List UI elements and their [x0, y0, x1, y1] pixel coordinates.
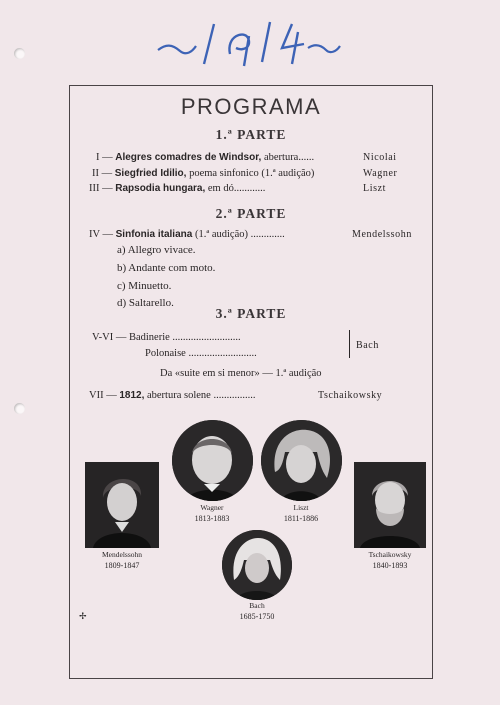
item-title: Polonaise — [145, 348, 186, 359]
part-1-heading: 1.ª PARTE — [215, 127, 287, 142]
item-number: I — [96, 152, 100, 163]
program-item-3: III — Rapsodia hungara, em dó............ — [89, 183, 266, 194]
bach-name: Bach — [249, 601, 265, 610]
wagner-name: Wagner — [200, 503, 224, 512]
item-number: IV — [89, 229, 100, 240]
item-3-composer: Liszt — [363, 183, 386, 194]
part-2-heading: 2.ª PARTE — [215, 206, 287, 221]
mendelssohn-portrait — [85, 462, 159, 548]
punch-hole-bottom — [14, 403, 25, 414]
item-detail: .......................... — [169, 332, 241, 343]
liszt-years: 1811-1886 — [283, 514, 319, 523]
liszt-name: Liszt — [293, 503, 309, 512]
item-number: II — [92, 168, 99, 179]
item-4-composer: Mendelssohn — [352, 229, 412, 240]
wagner-years: 1813-1883 — [194, 514, 230, 523]
movement-a: a) Allegro vivace. — [117, 244, 196, 256]
item-2-composer: Wagner — [363, 168, 398, 179]
punch-hole-top — [14, 48, 25, 59]
item-title: 1812, — [119, 390, 145, 401]
liszt-caption — [256, 502, 346, 524]
program-item-2: II — Siegfried Idilio, poema sinfonico (1.ª audição) — [92, 168, 315, 179]
item-7-composer: Tschaikowsky — [318, 390, 383, 401]
item-detail: abertura...... — [261, 152, 315, 163]
bach-caption — [212, 600, 302, 622]
program-title: PROGRAMA — [180, 94, 322, 119]
handwritten-year — [152, 14, 342, 70]
tschaikowsky-years: 1840-1893 — [372, 561, 408, 570]
item-title: Alegres comadres de Windsor, — [115, 152, 262, 163]
mendelssohn-years: 1809-1847 — [104, 561, 140, 570]
program-item-4: IV — Sinfonia italiana (1.ª audição) ............. — [89, 229, 285, 240]
program-item-6 — [145, 348, 257, 359]
item-detail: abertura solene ................ — [144, 390, 256, 401]
item-5-composer: Bach — [356, 340, 379, 351]
bach-years: 1685-1750 — [239, 612, 275, 621]
item-title: Rapsodia hungara, — [115, 183, 206, 194]
item-1-composer: Nicolai — [363, 152, 397, 163]
liszt-portrait — [261, 420, 342, 501]
item-title: Sinfonia italiana — [115, 229, 193, 240]
brace — [343, 330, 350, 358]
movement-d: d) Saltarello. — [117, 297, 174, 309]
bach-portrait — [222, 530, 292, 600]
tschaikowsky-portrait — [354, 462, 426, 548]
wagner-portrait — [172, 420, 253, 501]
suite-note: Da «suite em si menor» — 1.ª audição — [160, 368, 322, 379]
part-3-heading: 3.ª PARTE — [215, 306, 287, 321]
item-detail: em dó............ — [205, 183, 266, 194]
mendelssohn-name: Mendelssohn — [102, 550, 142, 559]
item-detail: (1.ª audição) ............. — [192, 229, 285, 240]
item-title: Badinerie — [128, 332, 170, 343]
mendelssohn-caption — [77, 549, 167, 571]
wagner-caption — [167, 502, 257, 524]
item-detail: poema sinfonico (1.ª audição) — [186, 168, 315, 179]
tschaikowsky-name: Tschaikowsky — [368, 550, 412, 559]
movement-b: b) Andante com moto. — [117, 262, 216, 274]
ink-mark: ✢ — [79, 612, 87, 622]
program-item-5: V-VI — Badinerie .......................... — [92, 332, 241, 343]
item-detail: .......................... — [185, 348, 257, 359]
item-number: V-VI — [92, 332, 114, 343]
item-number: III — [89, 183, 100, 194]
item-title: Siegfried Idilio, — [114, 168, 187, 179]
movement-c: c) Minuetto. — [117, 280, 172, 292]
tschaikowsky-caption — [345, 549, 435, 571]
program-item-1: I — Alegres comadres de Windsor, abertura...... — [96, 152, 315, 163]
program-item-7: VII — 1812, abertura solene ................ — [89, 390, 256, 401]
item-number: VII — [89, 390, 104, 401]
